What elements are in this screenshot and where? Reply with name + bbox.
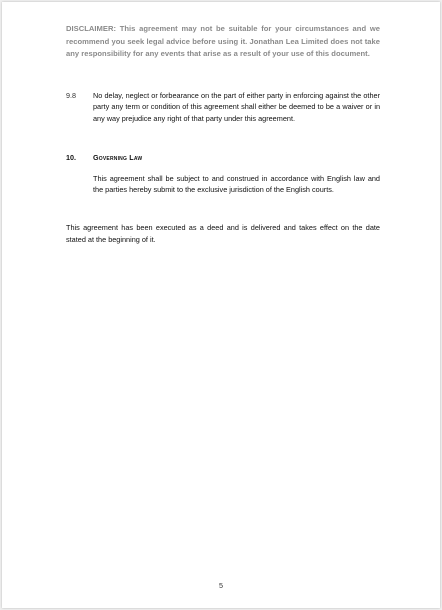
- clause-heading-governing-law: Governing Law: [93, 153, 143, 162]
- execution-statement: This agreement has been executed as a deed and is delivered and takes effect on the date stated at the beginning of it.: [66, 223, 380, 244]
- page-number: 5: [219, 581, 223, 590]
- clause-number-10: 10.: [66, 153, 76, 162]
- clause-text-10: This agreement shall be subject to and construed in accordance with English law and the parties hereby submit to the exclusive jurisdiction of the English courts.: [93, 174, 380, 195]
- clause-number-9-8: 9.8: [66, 91, 76, 100]
- disclaimer-text: DISCLAIMER: This agreement may not be suitable for your circumstances and we recommend you seek legal advice before using it. Jonathan Lea Limited does not take any responsibility for any events that arise as a result of your use of this document.: [66, 24, 380, 59]
- clause-text-9-8: No delay, neglect or forbearance on the part of either party in enforcing against the other party any term or condition of this agreement shall either be deemed to be a waiver or in any way prejudice any right of that party under this agreement.: [93, 91, 380, 123]
- document-page: [2, 2, 440, 608]
